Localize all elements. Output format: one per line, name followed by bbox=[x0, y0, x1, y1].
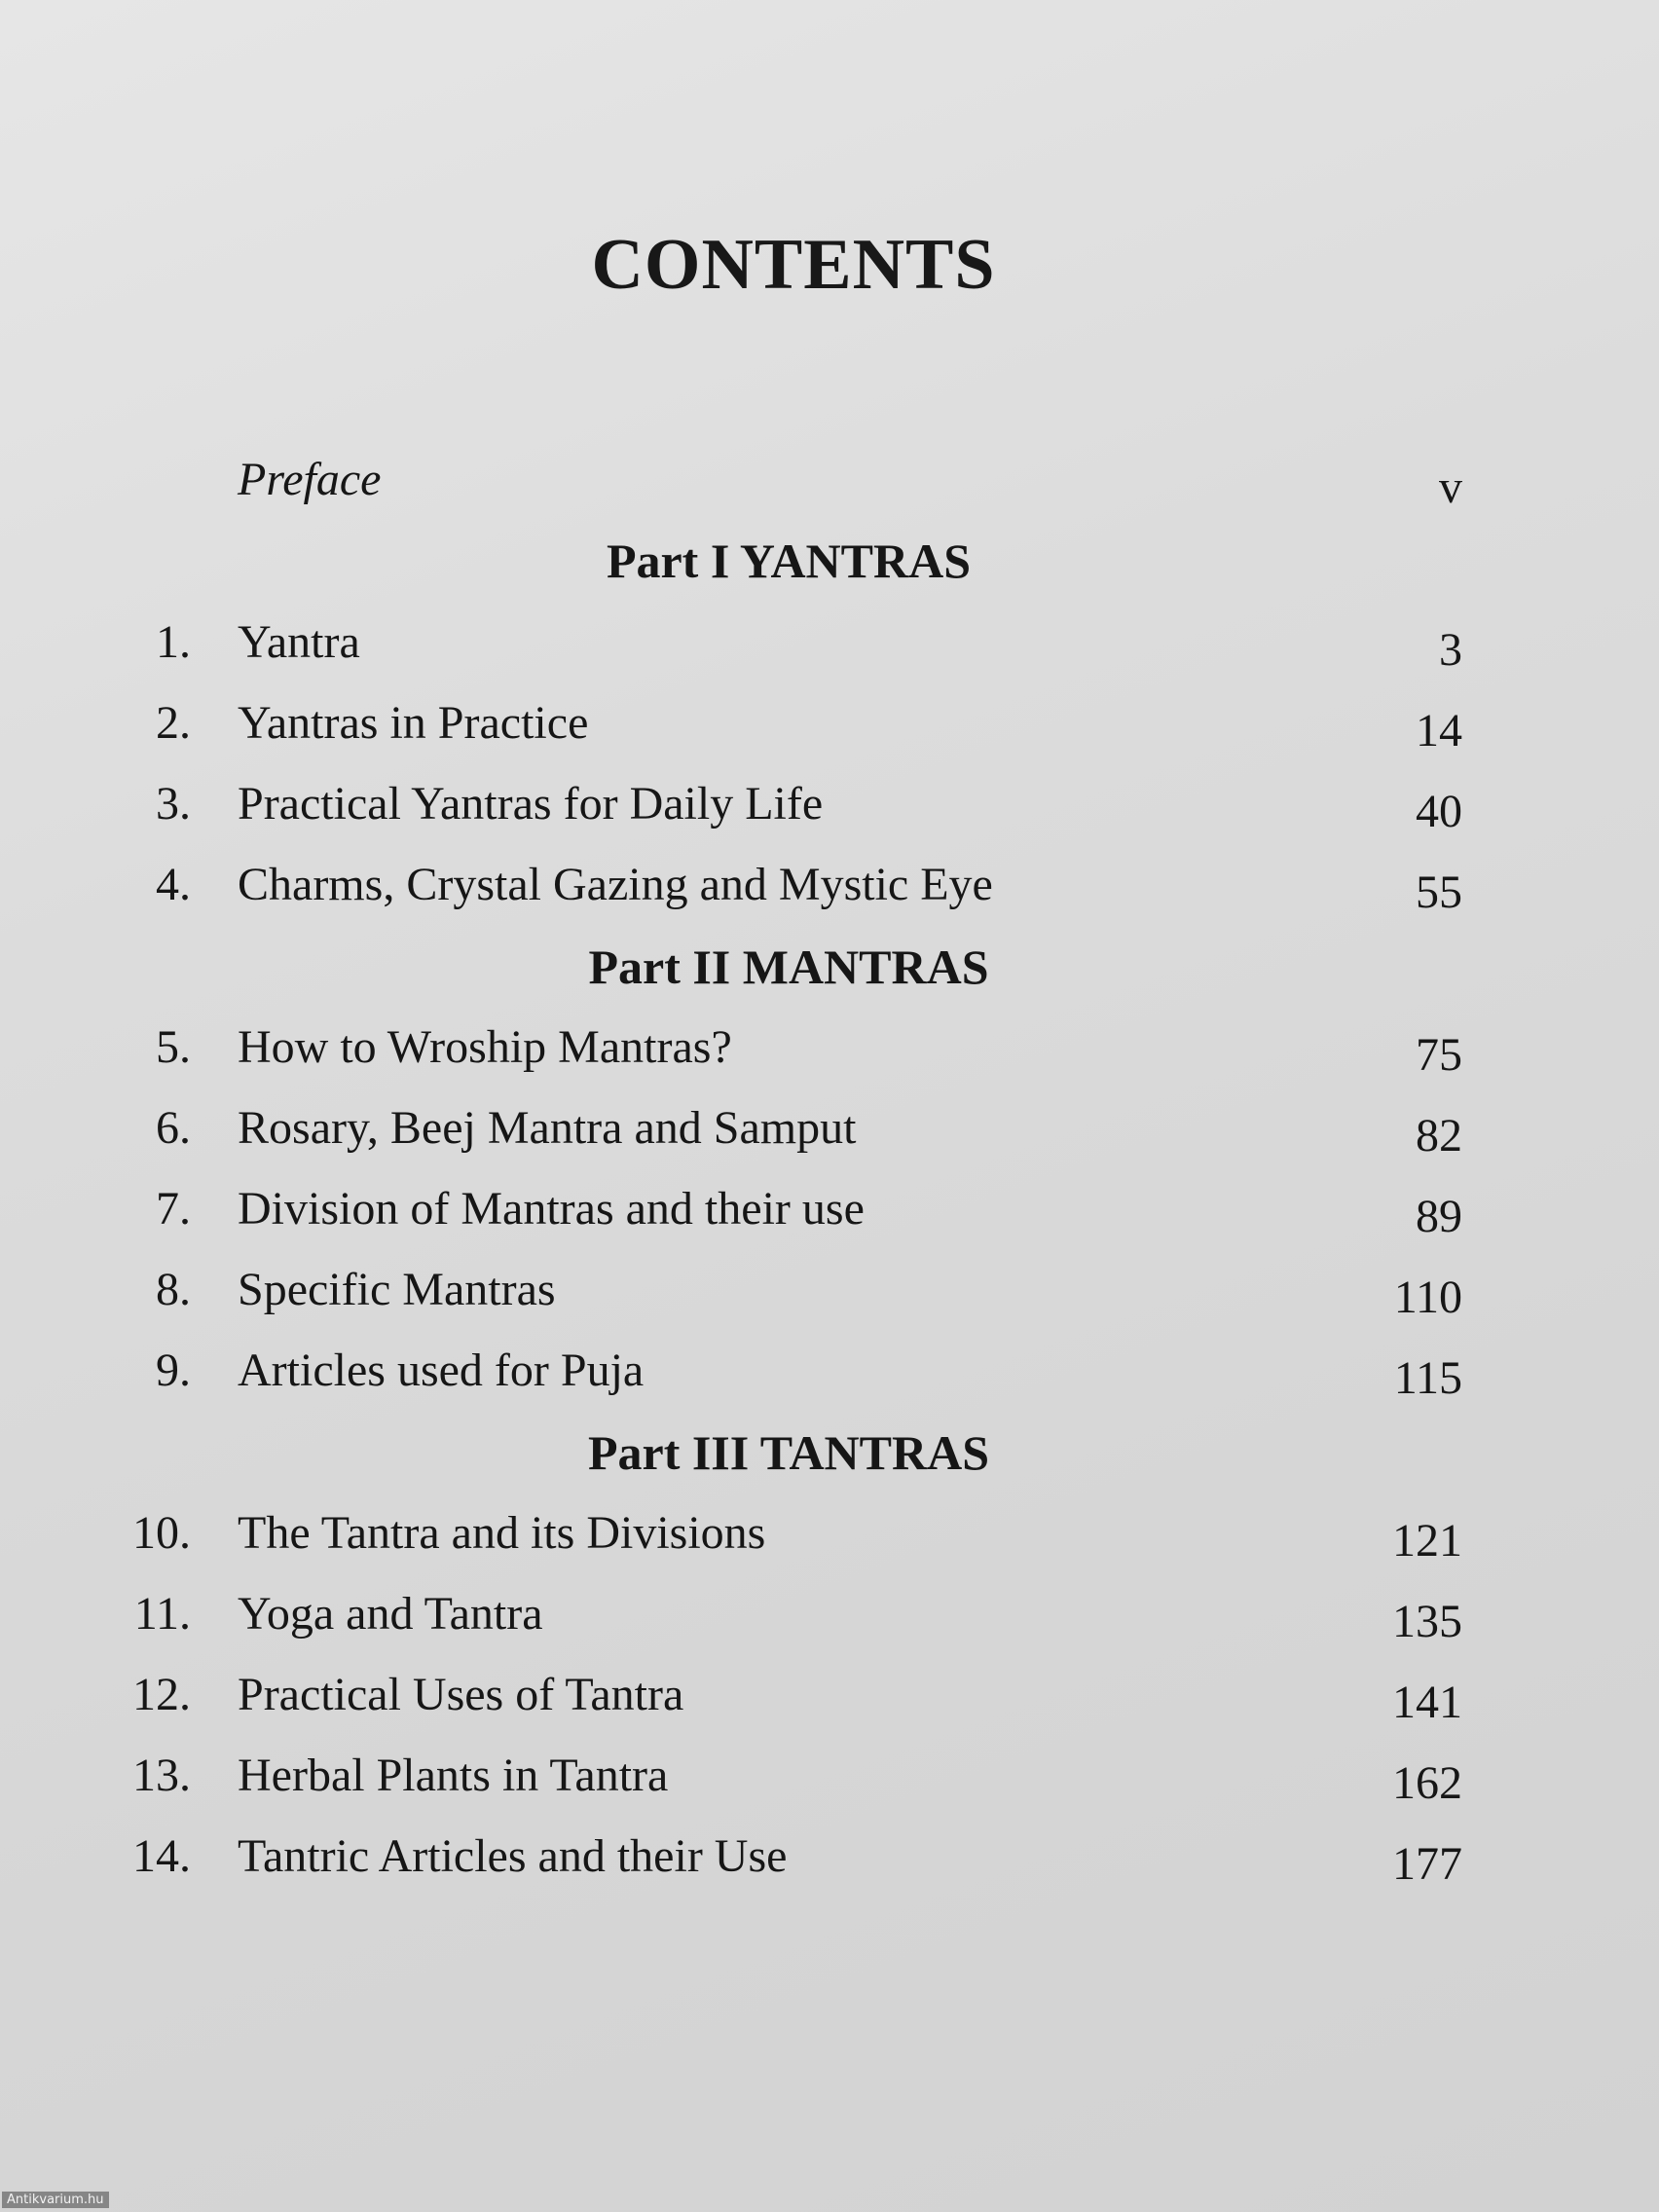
toc-entry bbox=[0, 1661, 1659, 1729]
toc-entry bbox=[0, 1337, 1659, 1405]
toc-entry bbox=[0, 608, 1659, 677]
toc-entry-page: 55 bbox=[1416, 866, 1462, 918]
toc-entry-number: 8. bbox=[156, 1264, 191, 1315]
toc-entry-title: Specific Mantras bbox=[238, 1264, 556, 1315]
toc-entry-number: 4. bbox=[156, 859, 191, 910]
toc-entry-page: 82 bbox=[1416, 1110, 1462, 1161]
toc-entry-title: Rosary, Beej Mantra and Samput bbox=[238, 1102, 857, 1154]
toc-entry-title: Yoga and Tantra bbox=[238, 1588, 543, 1640]
toc-entry bbox=[0, 1823, 1659, 1891]
toc-entry-title: Herbal Plants in Tantra bbox=[238, 1750, 669, 1801]
toc-entry-page: 115 bbox=[1393, 1352, 1462, 1404]
toc-entry-number: 3. bbox=[156, 778, 191, 830]
toc-entry-page: 14 bbox=[1416, 705, 1462, 756]
toc-entry-page: 75 bbox=[1416, 1029, 1462, 1081]
toc-entry-number: 14. bbox=[132, 1830, 191, 1882]
toc-entry-number: 12. bbox=[132, 1669, 191, 1720]
toc-entry bbox=[0, 1256, 1659, 1324]
toc-entry bbox=[0, 1580, 1659, 1648]
toc-entry-page: 40 bbox=[1416, 786, 1462, 837]
toc-entry-title: Charms, Crystal Gazing and Mystic Eye bbox=[238, 859, 993, 910]
toc-entry-title: Division of Mantras and their use bbox=[238, 1183, 865, 1235]
toc-entry-page: 135 bbox=[1392, 1596, 1462, 1647]
toc-entry-preface bbox=[0, 446, 1659, 514]
toc-entry-number: 9. bbox=[156, 1345, 191, 1396]
page-title: CONTENTS bbox=[591, 224, 996, 305]
toc-entry-page: 89 bbox=[1416, 1191, 1462, 1242]
toc-entry bbox=[0, 770, 1659, 838]
toc-entry-title: Yantras in Practice bbox=[238, 697, 589, 749]
part-heading: Part I YANTRAS bbox=[606, 534, 972, 588]
toc-entry-page: 177 bbox=[1392, 1838, 1462, 1890]
toc-entry-number: 13. bbox=[132, 1750, 191, 1801]
toc-entry bbox=[0, 1175, 1659, 1243]
toc-entry-title: Tantric Articles and their Use bbox=[238, 1830, 788, 1882]
watermark: Antikvarium.hu bbox=[2, 2192, 109, 2208]
toc-entry-page: 162 bbox=[1392, 1757, 1462, 1809]
toc-entry-number: 2. bbox=[156, 697, 191, 749]
part-heading: Part II MANTRAS bbox=[588, 940, 989, 994]
toc-entry-page: 121 bbox=[1392, 1515, 1462, 1567]
toc-entry bbox=[0, 1499, 1659, 1567]
toc-entry-number: 7. bbox=[156, 1183, 191, 1235]
toc-entry-page: v bbox=[1439, 461, 1462, 513]
toc-entry-title: The Tantra and its Divisions bbox=[238, 1507, 766, 1559]
toc-entry-number: 10. bbox=[132, 1507, 191, 1559]
toc-entry bbox=[0, 851, 1659, 919]
toc-entry-page: 110 bbox=[1393, 1272, 1462, 1323]
toc-entry-title: Preface bbox=[238, 454, 382, 505]
part-heading: Part III TANTRAS bbox=[587, 1425, 990, 1480]
toc-entry-number: 11. bbox=[133, 1588, 191, 1640]
toc-entry-number: 6. bbox=[156, 1102, 191, 1154]
toc-entry bbox=[0, 689, 1659, 757]
toc-entry bbox=[0, 1742, 1659, 1810]
toc-entry bbox=[0, 1094, 1659, 1162]
toc-entry-number: 1. bbox=[156, 616, 191, 668]
toc-entry-number: 5. bbox=[156, 1021, 191, 1073]
toc-entry-title: How to Wroship Mantras? bbox=[238, 1021, 732, 1073]
toc-entry bbox=[0, 1014, 1659, 1082]
toc-entry-title: Yantra bbox=[238, 616, 360, 668]
toc-entry-title: Articles used for Puja bbox=[238, 1345, 645, 1396]
toc-entry-page: 141 bbox=[1392, 1677, 1462, 1728]
toc-entry-title: Practical Uses of Tantra bbox=[238, 1669, 684, 1720]
toc-entry-title: Practical Yantras for Daily Life bbox=[238, 778, 824, 830]
toc-entry-page: 3 bbox=[1439, 624, 1462, 676]
